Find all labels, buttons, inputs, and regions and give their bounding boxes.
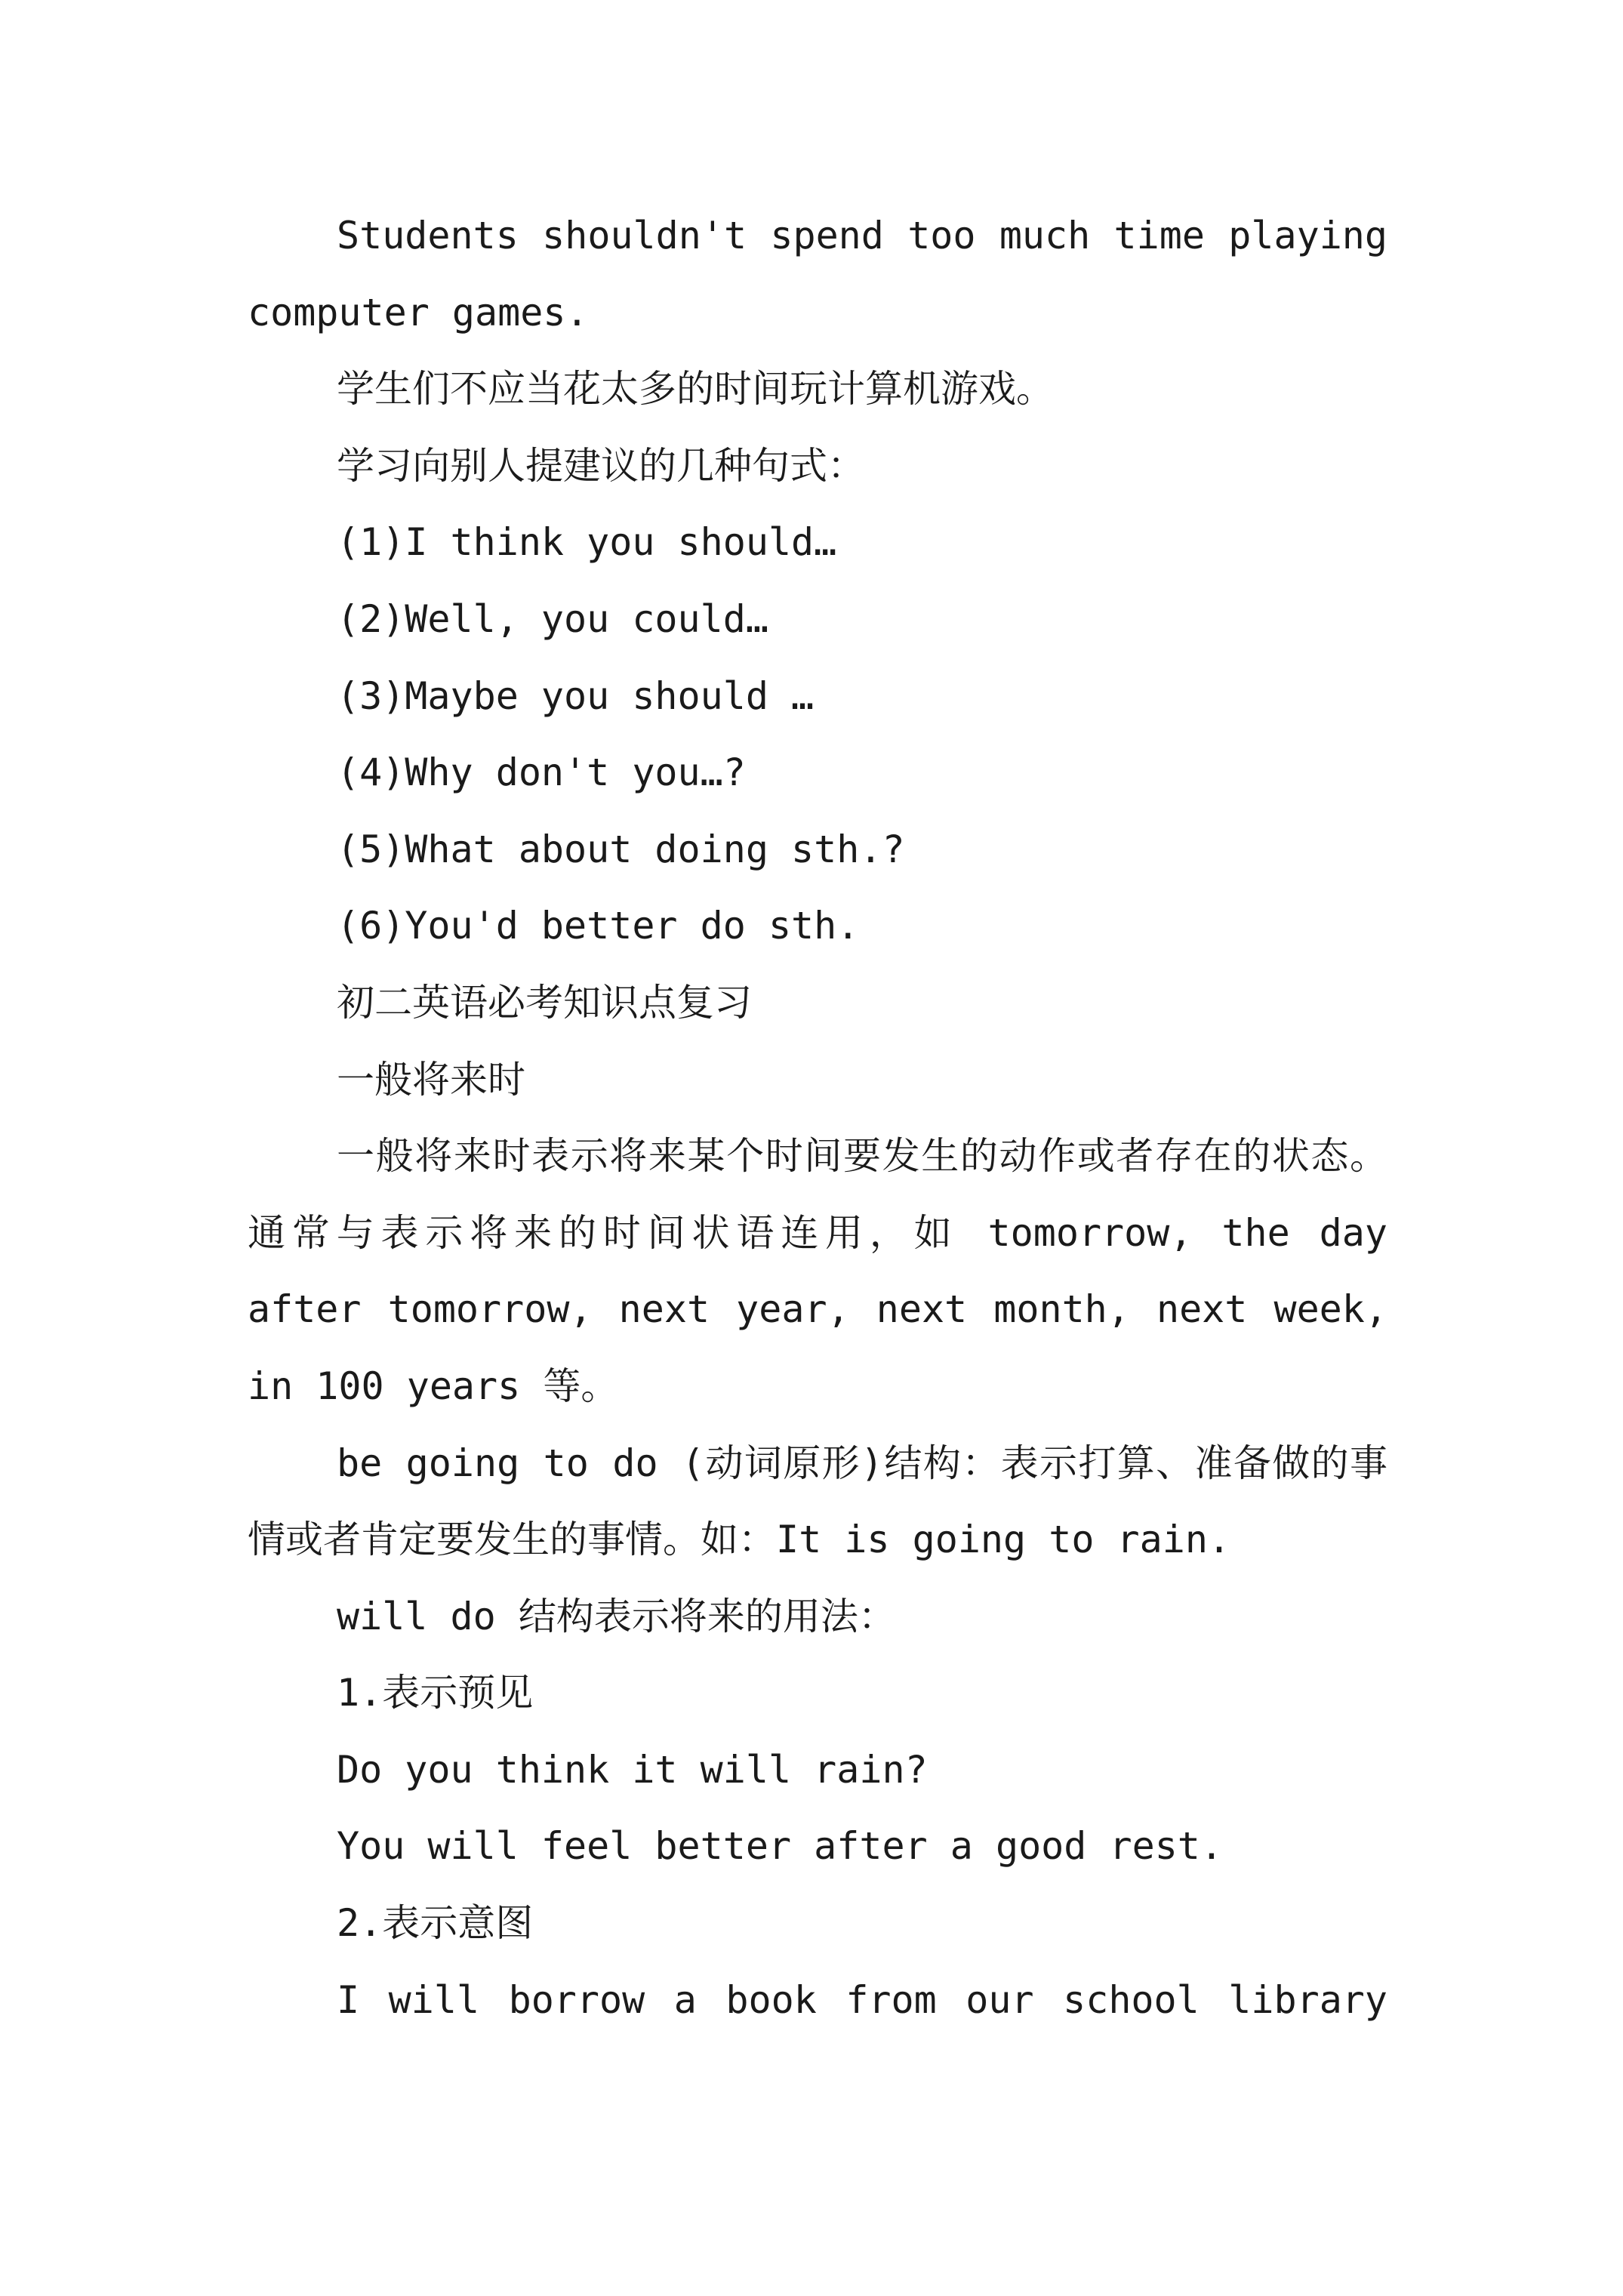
paragraph-will-do-heading: will do 结构表示将来的用法：	[337, 1594, 896, 1638]
paragraph-future-tense-definition: 一般将来时表示将来某个时间要发生的动作或者存在的状态。通常与表示将来的时间状语连用，如 tomorrow, the day after tomorrow, next year, next month, next week, in 100 years 等。	[248, 1134, 1387, 1408]
section-heading-future-tense: 一般将来时	[337, 1057, 525, 1102]
paragraph-suggestion-patterns-heading: 学习向别人提建议的几种句式：	[337, 443, 865, 488]
paragraph-example-rest: You will feel better after a good rest.	[337, 1824, 1223, 1869]
paragraph-prediction-heading: 1.表示预见	[337, 1671, 534, 1715]
paragraph-pattern-6: (6)You'd better do sth.	[337, 904, 860, 948]
paragraph-pattern-5: (5)What about doing sth.?	[337, 827, 905, 871]
paragraph-students-advice: Students shouldn't spend too much time playing computer games.	[248, 214, 1387, 334]
paragraph-pattern-4: (4)Why don't you…?	[337, 750, 746, 795]
paragraph-students-advice-cn: 学生们不应当花太多的时间玩计算机游戏。	[337, 367, 1054, 411]
paragraph-example-library: I will borrow a book from our school library	[337, 1977, 1387, 2022]
paragraph-intention-heading: 2.表示意图	[337, 1901, 534, 1946]
section-heading-review: 初二英语必考知识点复习	[337, 980, 752, 1025]
document-body	[248, 198, 1387, 2039]
paragraph-be-going-to: be going to do (动词原形)结构：表示打算、准备做的事情或者肯定要发生的事情。如：It is going to rain.	[248, 1441, 1387, 1562]
paragraph-example-rain: Do you think it will rain?	[337, 1747, 928, 1792]
paragraph-pattern-2: (2)Well, you could…	[337, 596, 768, 641]
paragraph-pattern-1: (1)I think you should…	[337, 520, 837, 565]
paragraph-pattern-3: (3)Maybe you should …	[337, 673, 815, 718]
